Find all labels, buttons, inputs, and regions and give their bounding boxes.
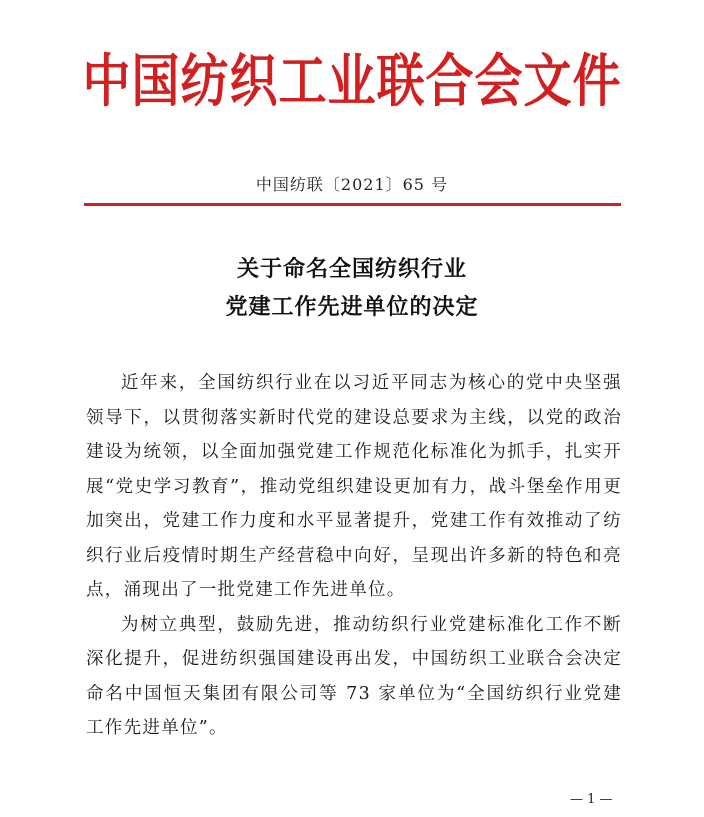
header-red-divider bbox=[84, 203, 621, 206]
document-body bbox=[86, 366, 622, 746]
decision-title-line-1: 关于命名全国纺织行业 bbox=[236, 256, 467, 282]
body-paragraph-1: 近年来，全国纺织行业在以习近平同志为核心的党中央坚强领导下，以贯彻落实新时代党的建设总要求为主线，以党的政治建设为统领，以全面加强党建工作规范化标准化为抓手，扎实开展“党史学习教育”，推动党组织建设更加有力，战斗堡垒作用更加突出，党建工作力度和水平显著提升，党建工作有效推动了纺织行业后疫情时期生产经营稳中向好，呈现出许多新的特色和亮点，涌现出了一批党建工作先进单位。 bbox=[86, 373, 622, 600]
decision-title-line-2: 党建工作先进单位的决定 bbox=[225, 294, 479, 320]
decision-title bbox=[0, 250, 704, 326]
document-header-title: 中国纺织工业联合会文件 bbox=[82, 48, 622, 115]
document-number: 中国纺联〔2021〕65 号 bbox=[255, 175, 449, 194]
body-paragraph-2: 为树立典型，鼓励先进，推动纺织行业党建标准化工作不断深化提升，促进纺织强国建设再出发，中国纺织工业联合会决定命名中国恒天集团有限公司等 73 家单位为“全国纺织行业党建工作先进单位”。 bbox=[86, 614, 622, 738]
page-number: — 1 — bbox=[570, 792, 613, 807]
